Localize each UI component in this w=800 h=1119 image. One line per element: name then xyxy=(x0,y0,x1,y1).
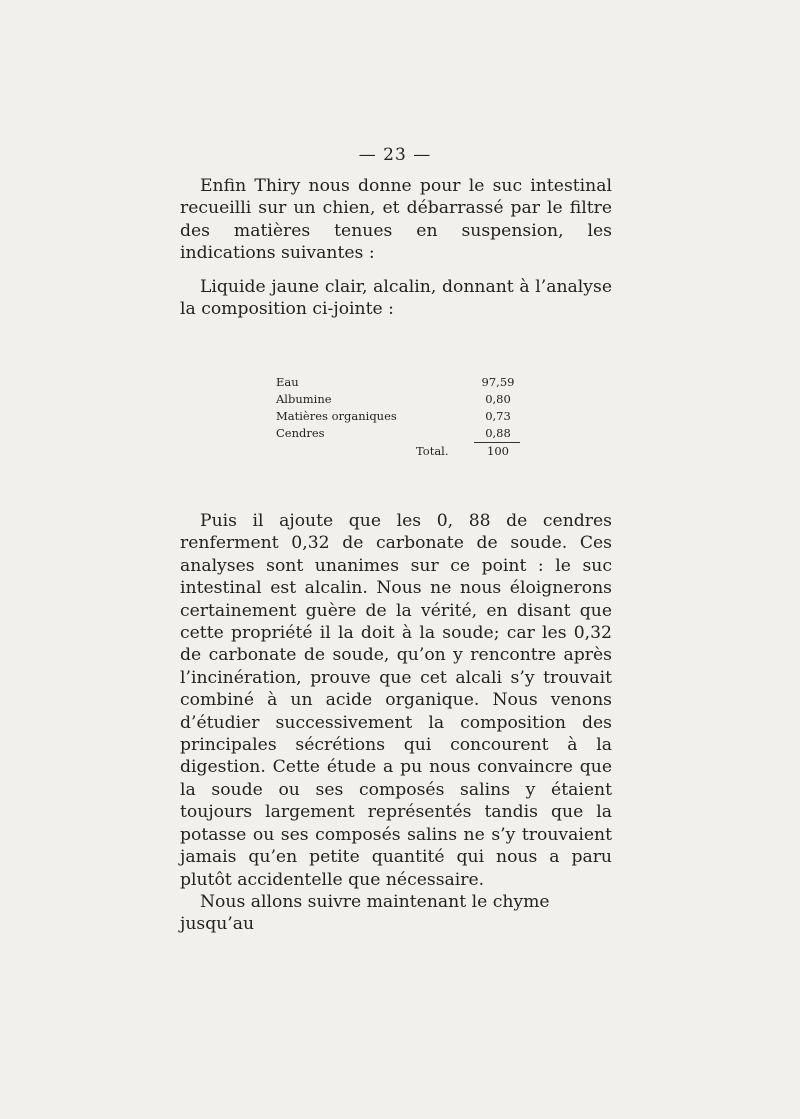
paragraph-text: Puis il ajoute que les 0, 88 de cendres renferment 0,32 de carbonate de soude. Ces analyses sont unanimes sur ce point : le suc intestinal est alcalin. Nous ne nous éloignerons certainement guère de la vérité, en disant que cette propriété il la doit à la soude; car les 0,32 de carbonate de soude, qu’on y rencontre après l’incinération, prouve que cet alcali s’y trouvait combiné à un acide organique. Nous venons d’étudier successivement la composition des principales sécrétions qui concourent à la digestion. Cette étude a pu nous convaincre que la soude ou ses composés salins y étaient toujours largement représentés tandis que la potasse ou ses composés salins ne s’y trouvaient jamais qu’en petite quantité qui nous a paru plutôt accidentelle que nécessaire. xyxy=(180,511,612,890)
row-label: Albumine xyxy=(276,392,332,406)
paragraph-intro xyxy=(180,175,612,265)
paragraph-analysis xyxy=(180,510,612,936)
paragraph-text: Liquide jaune clair, alcalin, donnant à l’analyse la composition ci-jointe : xyxy=(180,277,612,320)
total-value: 100 xyxy=(487,444,509,458)
paragraph-liquid xyxy=(180,276,612,321)
row-label: Matières organiques xyxy=(276,409,397,423)
row-value: 0,80 xyxy=(485,392,511,406)
table-row xyxy=(276,425,520,442)
total-row xyxy=(416,443,520,460)
row-value: 0,88 xyxy=(485,426,511,440)
row-label: Eau xyxy=(276,375,299,389)
table-row xyxy=(276,374,520,391)
paragraph-text: Enfin Thiry nous donne pour le suc intestinal recueilli sur un chien, et débarrassé par le filtre des matières tenues en suspension, les indications suivantes : xyxy=(180,176,612,264)
paragraph-closing: Nous allons suivre maintenant le chyme jusqu’au xyxy=(180,891,550,935)
page-number: — 23 — xyxy=(358,145,432,165)
total-label: Total. xyxy=(416,444,449,458)
row-value: 0,73 xyxy=(485,409,511,423)
row-label: Cendres xyxy=(276,426,325,440)
row-value: 97,59 xyxy=(481,375,515,389)
composition-table xyxy=(276,374,520,460)
table-row xyxy=(276,408,520,425)
table-row xyxy=(276,391,520,408)
